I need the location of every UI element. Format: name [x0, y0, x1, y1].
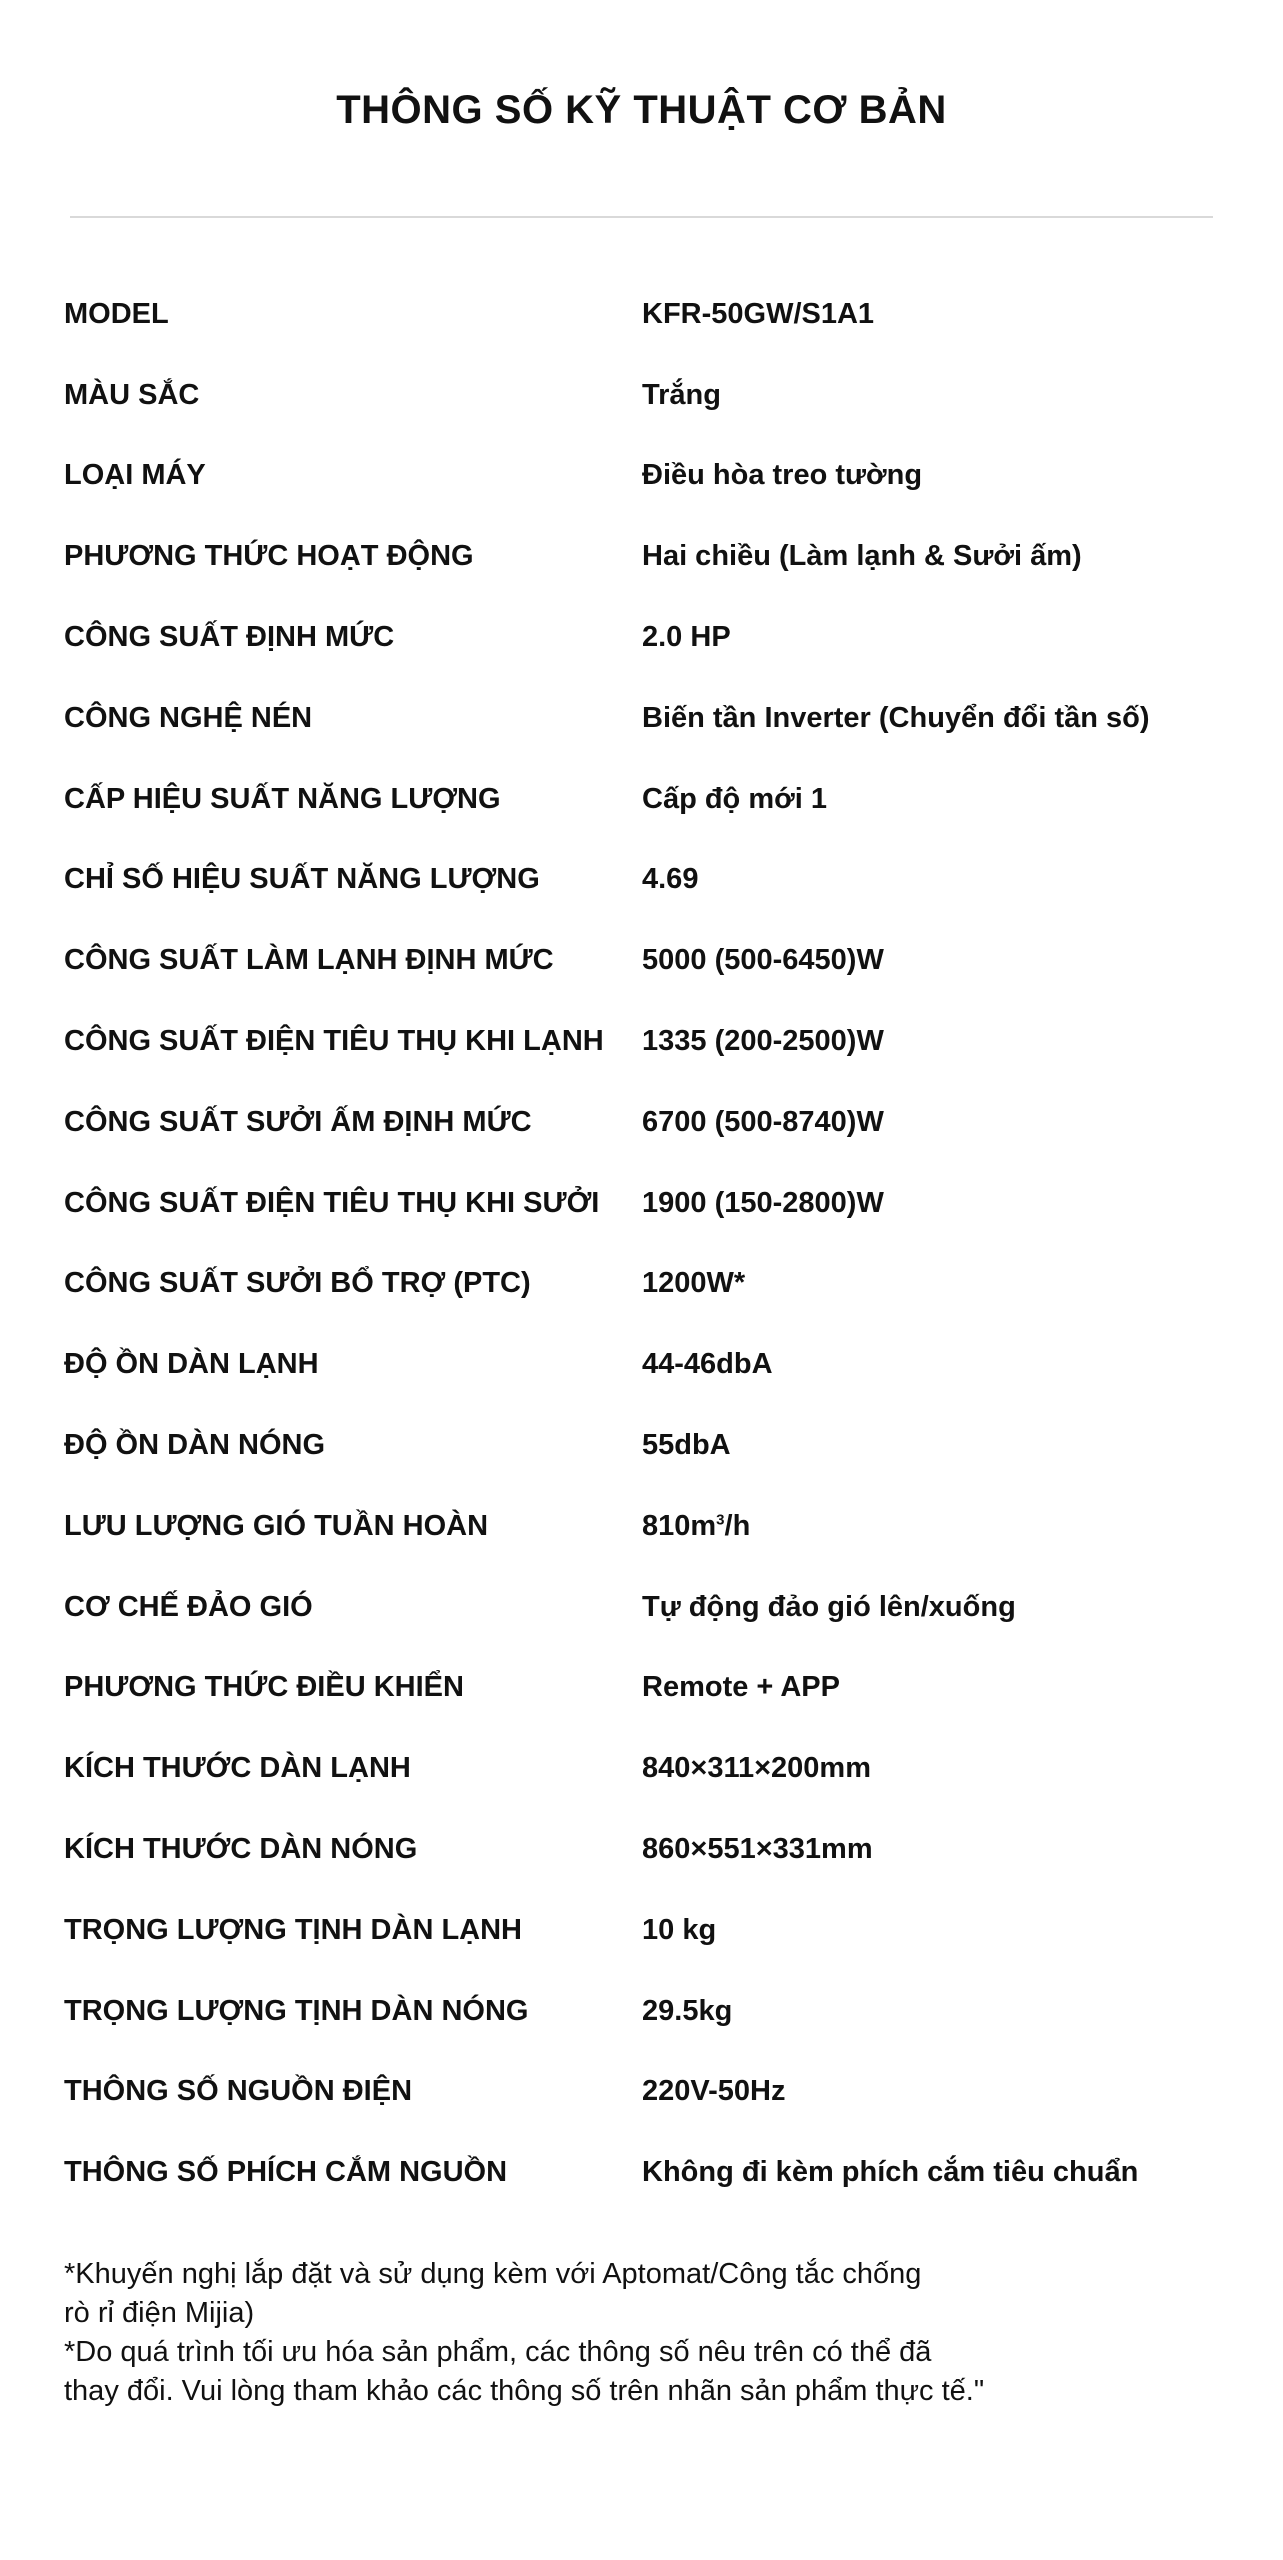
spec-row [64, 1567, 1244, 1648]
spec-row [64, 678, 1244, 759]
spec-label-cooling-consumption: CÔNG SUẤT ĐIỆN TIÊU THỤ KHI LẠNH [64, 1025, 604, 1058]
spec-row [64, 1163, 1244, 1244]
spec-value-indoor-weight: 10 kg [642, 1913, 717, 1946]
spec-row [64, 1324, 1244, 1405]
spec-value-power-plug: Không đi kèm phích cắm tiêu chuẩn [642, 2156, 1139, 2189]
spec-label-power-plug: THÔNG SỐ PHÍCH CẮM NGUỒN [64, 2156, 508, 2189]
spec-label-outdoor-weight: TRỌNG LƯỢNG TỊNH DÀN NÓNG [64, 1994, 529, 2027]
spec-label-outdoor-noise: ĐỘ ỒN DÀN NÓNG [64, 1429, 325, 1462]
footnotes [64, 2255, 1164, 2411]
spec-value-heating-capacity: 6700 (500-8740)W [642, 1105, 884, 1138]
spec-row [64, 1001, 1244, 1082]
spec-label-power-supply: THÔNG SỐ NGUỒN ĐIỆN [64, 2075, 413, 2108]
spec-row [64, 1728, 1244, 1809]
spec-value-airflow [642, 1510, 750, 1543]
footnote-line: *Do quá trình tối ưu hóa sản phẩm, các thông số nêu trên có thể đã [64, 2336, 932, 2368]
spec-label-cooling-capacity: CÔNG SUẤT LÀM LẠNH ĐỊNH MỨC [64, 944, 554, 977]
page-title: THÔNG SỐ KỸ THUẬT CƠ BẢN [336, 88, 947, 132]
spec-row [64, 436, 1244, 517]
spec-value-control-method: Remote + APP [642, 1671, 840, 1704]
footnote-line: rò rỉ điện Mijia) [64, 2297, 255, 2329]
airflow-value-unit: /h [724, 1509, 751, 1542]
spec-value-outdoor-dimensions: 860×551×331mm [642, 1833, 873, 1866]
spec-row [64, 1405, 1244, 1486]
spec-label-color: MÀU SẮC [64, 378, 200, 411]
spec-value-heating-consumption: 1900 (150-2800)W [642, 1186, 884, 1219]
spec-label-energy-index: CHỈ SỐ HIỆU SUẤT NĂNG LƯỢNG [64, 863, 540, 896]
spec-row [64, 1486, 1244, 1567]
spec-value-type: Điều hòa treo tường [642, 459, 923, 492]
spec-label-airflow: LƯU LƯỢNG GIÓ TUẦN HOÀN [64, 1509, 489, 1542]
airflow-value-main: 810m [642, 1509, 717, 1542]
spec-value-indoor-noise: 44-46dbA [642, 1348, 773, 1381]
spec-label-indoor-noise: ĐỘ ỒN DÀN LẠNH [64, 1348, 319, 1381]
footnote-line: *Khuyến nghị lắp đặt và sử dụng kèm với Aptomat/Công tắc chống [64, 2258, 922, 2290]
spec-row [64, 840, 1244, 921]
spec-label-type: LOẠI MÁY [64, 459, 206, 492]
spec-row [64, 2052, 1244, 2133]
spec-table [64, 274, 1244, 2213]
spec-value-outdoor-weight: 29.5kg [642, 1994, 733, 2027]
spec-label-operation-mode: PHƯƠNG THỨC HOẠT ĐỘNG [64, 540, 474, 573]
spec-value-operation-mode: Hai chiều (Làm lạnh & Sưởi ấm) [642, 540, 1082, 573]
spec-row [64, 759, 1244, 840]
spec-value-cooling-consumption: 1335 (200-2500)W [642, 1025, 884, 1058]
spec-row [64, 1648, 1244, 1729]
spec-label-swing-mode: CƠ CHẾ ĐẢO GIÓ [64, 1590, 313, 1623]
spec-label-model: MODEL [64, 297, 169, 330]
spec-row [64, 1082, 1244, 1163]
spec-row [64, 1244, 1244, 1325]
spec-value-indoor-dimensions: 840×311×200mm [642, 1752, 871, 1785]
spec-label-outdoor-dimensions: KÍCH THƯỚC DÀN NÓNG [64, 1833, 418, 1866]
spec-row [64, 2132, 1244, 2213]
spec-value-outdoor-noise: 55dbA [642, 1429, 731, 1462]
spec-value-color: Trắng [642, 378, 721, 411]
spec-label-heating-consumption: CÔNG SUẤT ĐIỆN TIÊU THỤ KHI SƯỞI [64, 1186, 600, 1219]
spec-label-compressor-tech: CÔNG NGHỆ NÉN [64, 701, 313, 734]
footnote-specs-change [64, 2333, 1164, 2411]
title-divider [70, 216, 1213, 218]
spec-label-indoor-weight: TRỌNG LƯỢNG TỊNH DÀN LẠNH [64, 1913, 522, 1946]
footnote-line: thay đổi. Vui lòng tham khảo các thông số trên nhãn sản phẩm thực tế." [64, 2375, 985, 2407]
spec-row [64, 1890, 1244, 1971]
footnote-breaker [64, 2255, 1164, 2333]
spec-row [64, 274, 1244, 355]
spec-label-control-method: PHƯƠNG THỨC ĐIỀU KHIỂN [64, 1671, 464, 1704]
spec-row [64, 516, 1244, 597]
airflow-value-superscript: 3 [716, 1511, 725, 1529]
spec-value-power-supply: 220V-50Hz [642, 2075, 786, 2108]
spec-value-cooling-capacity: 5000 (500-6450)W [642, 944, 884, 977]
spec-label-rated-power: CÔNG SUẤT ĐỊNH MỨC [64, 621, 395, 654]
spec-value-rated-power: 2.0 HP [642, 621, 731, 654]
spec-value-compressor-tech: Biến tần Inverter (Chuyển đổi tần số) [642, 701, 1150, 734]
spec-value-energy-index: 4.69 [642, 863, 699, 896]
spec-row [64, 920, 1244, 1001]
spec-row [64, 1971, 1244, 2052]
spec-label-indoor-dimensions: KÍCH THƯỚC DÀN LẠNH [64, 1752, 411, 1785]
spec-value-energy-grade: Cấp độ mới 1 [642, 782, 827, 815]
spec-value-swing-mode: Tự động đảo gió lên/xuống [642, 1590, 1016, 1623]
spec-row [64, 597, 1244, 678]
spec-label-heating-capacity: CÔNG SUẤT SƯỞI ẤM ĐỊNH MỨC [64, 1105, 532, 1138]
spec-label-energy-grade: CẤP HIỆU SUẤT NĂNG LƯỢNG [64, 782, 501, 815]
spec-value-ptc-heating: 1200W* [642, 1267, 746, 1300]
spec-row [64, 355, 1244, 436]
spec-label-ptc-heating: CÔNG SUẤT SƯỞI BỔ TRỢ (PTC) [64, 1267, 531, 1300]
spec-row [64, 1809, 1244, 1890]
spec-value-model: KFR-50GW/S1A1 [642, 297, 875, 330]
